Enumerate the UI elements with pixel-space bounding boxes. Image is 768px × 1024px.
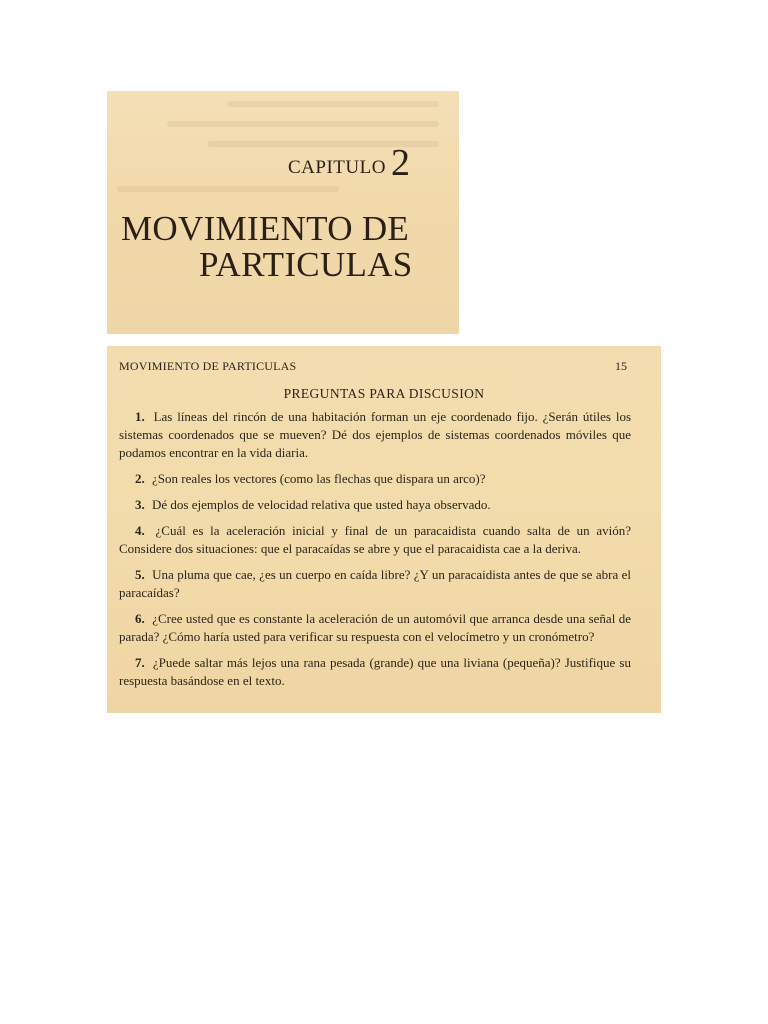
question-number: 1. [135,409,145,424]
chapter-number: 2 [391,142,410,184]
question-item [119,566,631,602]
question-item [119,522,631,558]
question-number: 7. [135,655,145,670]
question-number: 6. [135,611,145,626]
question-item [119,470,631,488]
running-head: MOVIMIENTO DE PARTICULAS [119,359,297,373]
questions-page-scan [107,346,661,713]
question-text: ¿Cree usted que es constante la aceleración de un automóvil que arranca desde una señal de parada? ¿Cómo haría usted para verificar su respuesta con el velocímetro y un cronómetro? [119,611,632,644]
question-text: ¿Son reales los vectores (como las flechas que dispara un arco)? [152,471,486,486]
bleed-through-text [227,101,439,107]
question-list [119,408,631,698]
question-text: Dé dos ejemplos de velocidad relativa que usted haya observado. [152,497,491,512]
page-number: 15 [615,359,627,373]
question-item [119,496,631,514]
question-number: 2. [135,471,145,486]
chapter-title-scan [107,91,459,334]
question-item [119,610,631,646]
question-text: ¿Cuál es la aceleración inicial y final de un paracaidista cuando salta de un avión? Considere dos situaciones: que el paracaídas se abre y que el paracaidista cae a la deriva. [119,523,631,556]
chapter-label: CAPITULO [288,157,386,178]
bleed-through-text [167,121,439,127]
chapter-title [121,211,421,283]
question-item [119,408,631,462]
question-number: 5. [135,567,145,582]
question-number: 4. [135,523,145,538]
bleed-through-text [117,186,339,192]
question-number: 3. [135,497,145,512]
question-item [119,654,631,690]
chapter-title-line-1: MOVIMIENTO DE [121,209,410,248]
question-text: ¿Puede saltar más lejos una rana pesada (grande) que una liviana (pequeña)? Justifique su respuesta basándose en el texto. [119,655,631,688]
section-heading: PREGUNTAS PARA DISCUSION [283,386,485,401]
chapter-title-line-2: PARTICULAS [199,245,413,284]
question-text: Las líneas del rincón de una habitación forman un eje coordenado fijo. ¿Serán útiles los sistemas coordenados que se mueven? Dé dos ejemplos de sistemas coordenados móviles que podamos encontrar en la vida diaria. [119,409,631,460]
question-text: Una pluma que cae, ¿es un cuerpo en caída libre? ¿Y un paracaidista antes de que se abra el paracaídas? [119,567,631,600]
